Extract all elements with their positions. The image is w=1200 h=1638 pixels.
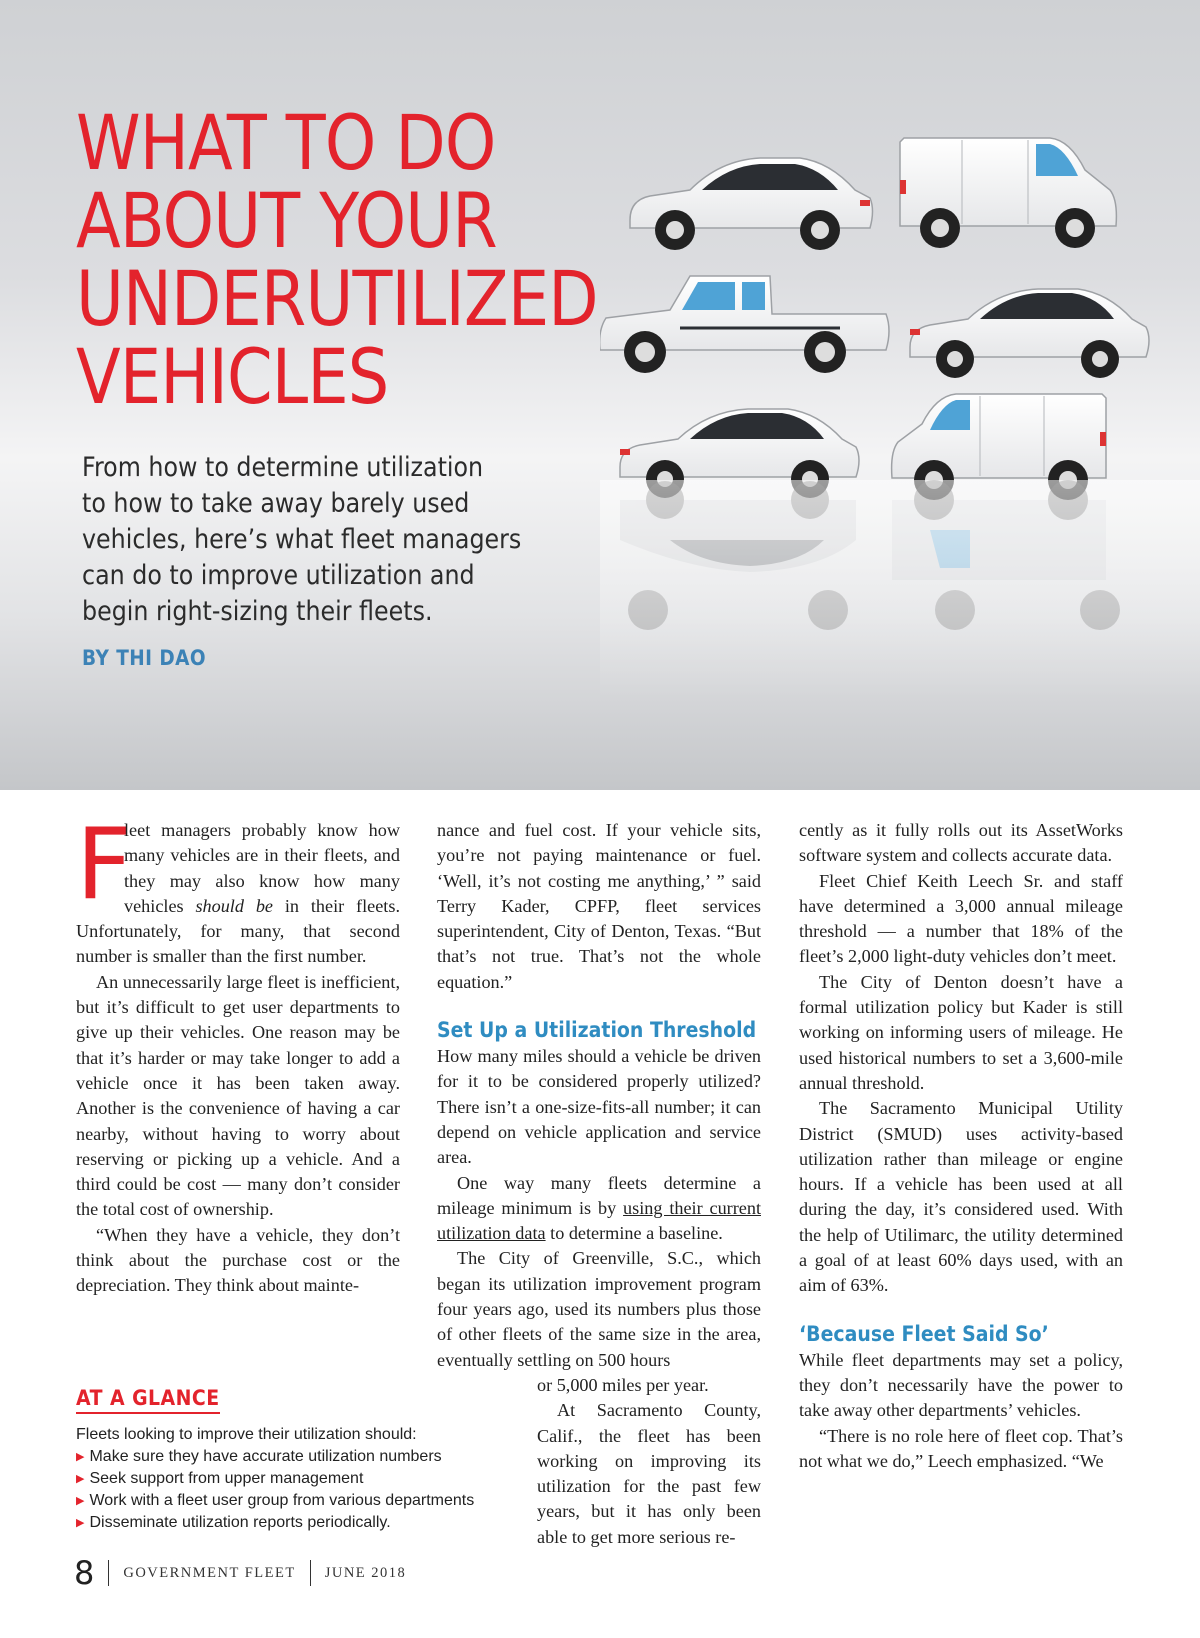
body-paragraph: or 5,000 miles per year. xyxy=(537,1374,709,1395)
deck-line: begin right-sizing their fleets. xyxy=(82,596,433,627)
body-paragraph xyxy=(76,808,400,970)
dropcap: F xyxy=(76,808,133,922)
hero-banner xyxy=(0,0,1200,790)
list-item-text: Work with a fleet user group from various departments xyxy=(89,1492,475,1509)
body-text-italic: should be xyxy=(195,895,273,916)
glance-title: AT A GLANCE xyxy=(76,1386,220,1414)
triangle-bullet-icon: ▶ xyxy=(76,1517,85,1529)
list-item xyxy=(76,1468,516,1490)
list-item-text: Make sure they have accurate utilization numbers xyxy=(89,1448,442,1465)
deck-line: to how to take away barely used xyxy=(82,488,470,519)
headline-line: WHAT TO DO xyxy=(76,98,496,187)
body-paragraph xyxy=(437,1171,761,1247)
body-paragraph: While fleet departments may set a policy, they don’t necessarily have the power to take away other departments’ vehicles. xyxy=(799,1349,1123,1421)
body-text: leet managers probably know how many vehicles are in their fleets, and they may also know how many vehicles xyxy=(124,820,400,916)
body-text: One way many fleets determine a mileage minimum is by xyxy=(437,1172,761,1218)
list-item xyxy=(76,1446,516,1468)
body-paragraph: The City of Greenville, S.C., which began its utilization improvement program four years ago, used its numbers plus those of other fleets of the same size in the area, eventually settling on 500 hours xyxy=(437,1248,761,1370)
byline: BY THI DAO xyxy=(82,646,207,670)
body-paragraph: The City of Denton doesn’t have a formal utilization policy but Kader is still working on informing users of mileage. He used historical numbers to set a 3,600-mile annual threshold. xyxy=(799,971,1123,1093)
deck xyxy=(82,450,522,630)
vehicles-illustration xyxy=(600,120,1200,700)
body-paragraph: nance and fuel cost. If your vehicle sits, you’re not paying maintenance or fuel. ‘Well, it’s not costing me anything,’ ” said Terry Kader, CPFP, fleet services superintendent, City of Denton, Texas. “But that’s not true. That’s not the whole equation.” xyxy=(437,820,761,992)
list-item-text: Disseminate utilization reports periodically. xyxy=(89,1514,391,1531)
body-paragraph: At Sacramento County, Calif., the fleet has been working on improving its utilization for the past few years, but it has only been able to get more serious re- xyxy=(537,1400,761,1547)
headline-line: UNDERUTILIZED xyxy=(76,254,598,343)
deck-line: vehicles, here’s what fleet managers xyxy=(82,524,522,555)
footer-divider xyxy=(108,1560,109,1586)
glance-list xyxy=(76,1446,516,1534)
list-item xyxy=(76,1490,516,1512)
body-paragraph: “There is no role here of fleet cop. That’s not what we do,” Leech emphasized. “We xyxy=(799,1425,1123,1471)
list-item xyxy=(76,1512,516,1534)
footer-divider xyxy=(310,1560,311,1586)
article-column-1 xyxy=(76,808,400,1299)
page-number: 8 xyxy=(74,1554,95,1592)
publication-name: GOVERNMENT FLEET xyxy=(123,1564,296,1581)
article-column-3 xyxy=(799,818,1123,1474)
triangle-bullet-icon: ▶ xyxy=(76,1495,85,1507)
at-a-glance-box xyxy=(76,1386,516,1534)
body-paragraph: cently as it fully rolls out its AssetWorks software system and collects accurate data. xyxy=(799,820,1123,866)
body-text: to determine a baseline. xyxy=(545,1223,723,1244)
deck-line: From how to determine utilization xyxy=(82,452,484,483)
pickup-truck-icon xyxy=(600,276,889,373)
issue-date: JUNE 2018 xyxy=(324,1564,407,1581)
deck-line: can do to improve utilization and xyxy=(82,560,475,591)
headline-line: VEHICLES xyxy=(76,332,389,421)
body-paragraph: An unnecessarily large fleet is inefficient, but it’s difficult to get user departments to give up their vehicles. One reason may be that it’s harder or may take longer to add a vehicle once it has been taken away. Another is the convenience of having a car nearby, without having to worry about reserving or picking up a vehicle. And a third could be cost — many don’t consider the total cost of ownership. xyxy=(76,971,400,1220)
sedan-icon xyxy=(910,289,1149,378)
headline xyxy=(76,98,598,421)
section-subhead: ‘Because Fleet Said So’ xyxy=(799,1321,1049,1346)
page-footer xyxy=(74,1554,406,1592)
list-item-text: Seek support from upper management xyxy=(89,1470,364,1487)
section-subhead: Set Up a Utilization Threshold xyxy=(437,1018,757,1043)
body-paragraph: The Sacramento Municipal Utility District (SMUD) uses activity-based utilization rather than mileage or engine hours. If a vehicle has been used at all during the day, it’s considered used. With the help of Utilimarc, the utility determined a goal of at least 60% days used, with an aim of 63%. xyxy=(799,1098,1123,1296)
sedan-icon xyxy=(630,158,873,250)
utilization-data-link[interactable]: using their current utilization data xyxy=(437,1197,761,1244)
van-icon xyxy=(900,138,1116,248)
body-paragraph: How many miles should a vehicle be driven for it to be considered properly utilized? There isn’t a one-size-fits-all number; it can depend on vehicle application and service area. xyxy=(437,1046,761,1168)
headline-line: ABOUT YOUR xyxy=(76,176,497,265)
triangle-bullet-icon: ▶ xyxy=(76,1451,85,1463)
body-text: in their fleets. Unfortunately, for many, that second number is smaller than the first number. xyxy=(76,895,400,967)
glance-intro: Fleets looking to improve their utilization should: xyxy=(76,1426,417,1443)
body-paragraph: “When they have a vehicle, they don’t think about the purchase cost or the depreciation. They think about mainte- xyxy=(76,1224,400,1296)
body-paragraph: Fleet Chief Keith Leech Sr. and staff have determined a 3,000 annual mileage threshold — a number that 18% of the fleet’s 2,000 light-duty vehicles don’t meet. xyxy=(799,870,1123,967)
triangle-bullet-icon: ▶ xyxy=(76,1473,85,1485)
